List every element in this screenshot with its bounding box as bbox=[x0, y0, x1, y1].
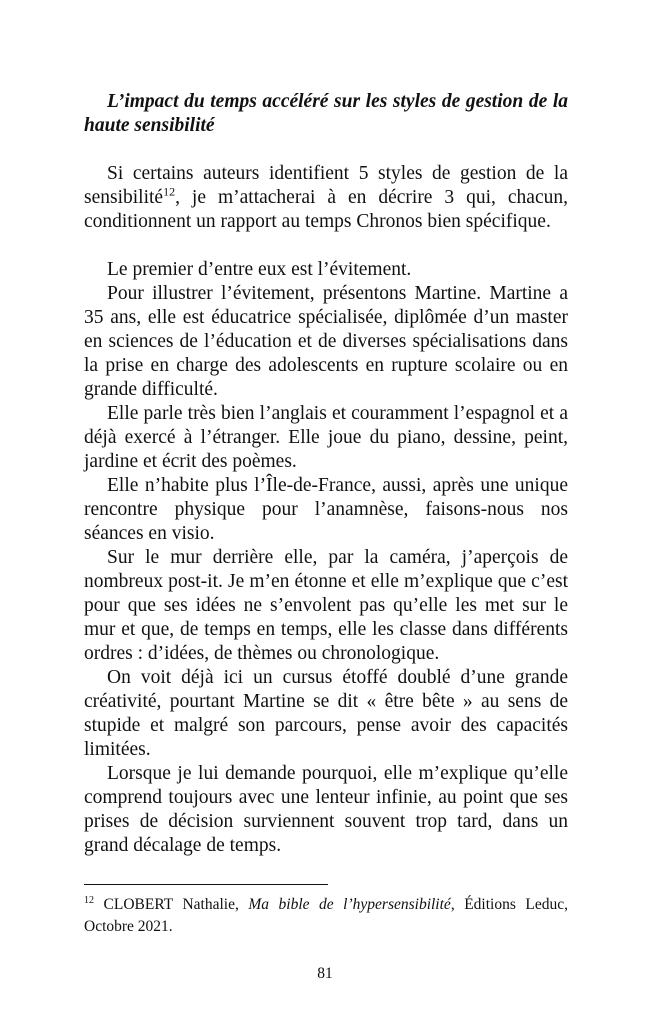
intro-paragraph bbox=[84, 162, 568, 234]
body-paragraph-5: Sur le mur derrière elle, par la caméra, j’aperçois de nombreux post-it. Je m’en étonne et elle m’explique que c’est pour que ses idées ne s’envolent pas qu’elle les met sur le mur et que, de temps en temps, elle les classe dans différents ordres : d’idées, de thèmes ou chronologique. bbox=[84, 547, 568, 664]
footnote-author: CLOBERT Nathalie, bbox=[94, 896, 249, 913]
footnote bbox=[84, 894, 568, 938]
body-paragraph-1: Le premier d’entre eux est l’évitement. bbox=[107, 259, 412, 280]
footnote-divider bbox=[84, 884, 328, 885]
footnote-publisher: , Éditions Leduc, Octobre 2021. bbox=[84, 896, 568, 935]
footnote-book-title: Ma bible de l’hypersensibilité bbox=[248, 896, 451, 913]
intro-text-end: , je m’attacherai à en décrire 3 qui, chacun, conditionnent un rapport au temps Chronos bien spécifique. bbox=[84, 187, 568, 232]
intro-text-start: Si certains auteurs identifient 5 styles de gestion de la sensibilité bbox=[84, 163, 568, 208]
footnote-reference: 12 bbox=[163, 184, 176, 199]
body-paragraph-4: Elle n’habite plus l’Île-de-France, aussi, après une unique rencontre physique pour l’anamnèse, faisons-nous nos séances en visio. bbox=[84, 475, 568, 544]
body-paragraph-7: Lorsque je lui demande pourquoi, elle m’explique qu’elle comprend toujours avec une lenteur infinie, au point que ses prises de décision surviennent souvent trop tard, dans un grand décalage de temps. bbox=[84, 763, 568, 856]
body-paragraph-3: Elle parle très bien l’anglais et couramment l’espagnol et a déjà exercé à l’étranger. Elle joue du piano, dessine, peint, jardine et écrit des poèmes. bbox=[84, 403, 568, 472]
page-number: 81 bbox=[317, 965, 333, 982]
section-heading: L’impact du temps accéléré sur les styles de gestion de la haute sensibilité bbox=[84, 91, 568, 136]
body-paragraph-2: Pour illustrer l’évitement, présentons Martine. Martine a 35 ans, elle est éducatrice spécialisée, diplômée d’un master en sciences de l’éducation et de diverses spécialisations dans la prise en charge des adolescents en rupture scolaire ou en grande difficulté. bbox=[84, 283, 568, 400]
page-body bbox=[84, 90, 568, 858]
paragraph-spacer bbox=[84, 234, 568, 258]
body-paragraph-6: On voit déjà ici un cursus étoffé doublé d’une grande créativité, pourtant Martine se dit « être bête » au sens de stupide et malgré son parcours, pense avoir des capacités limitées. bbox=[84, 667, 568, 760]
footnote-number: 12 bbox=[84, 894, 94, 906]
